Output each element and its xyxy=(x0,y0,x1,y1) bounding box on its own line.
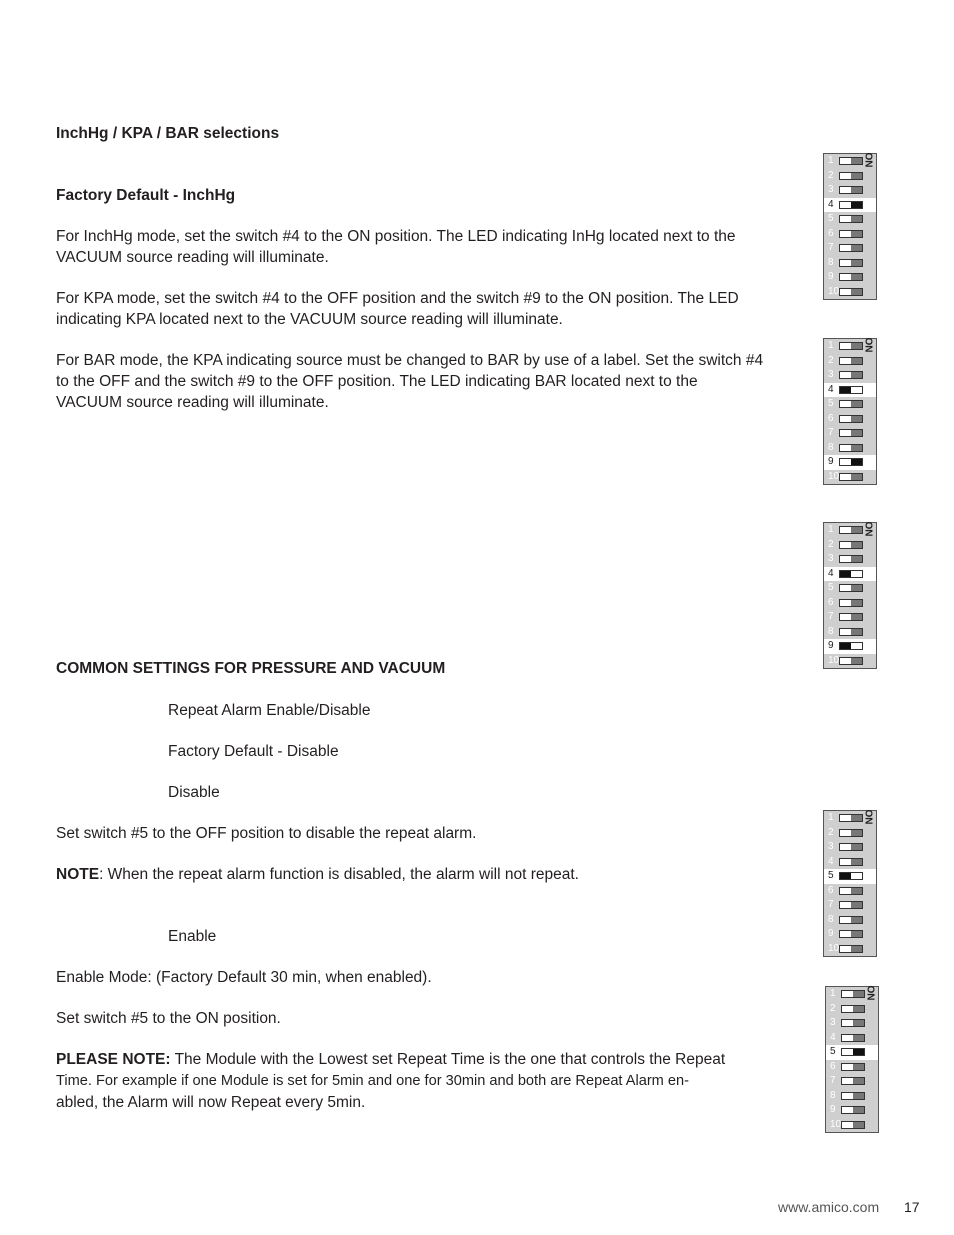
dip-row xyxy=(824,183,876,198)
dip-toggle xyxy=(839,386,863,394)
note-label: NOTE xyxy=(56,866,100,883)
dip-toggle xyxy=(841,1077,865,1085)
dip-row xyxy=(824,840,876,855)
factory-default-inchhg: Factory Default - InchHg xyxy=(56,187,236,204)
dip-switch-block-kpa xyxy=(823,338,877,485)
dip-row xyxy=(826,1118,878,1133)
dip-row xyxy=(824,639,876,654)
dip-toggle xyxy=(841,1019,865,1027)
dip-toggle xyxy=(839,613,863,621)
subheading-disable: Disable xyxy=(168,784,220,801)
dip-row-number: 2 xyxy=(828,354,834,366)
paragraph-disable: Set switch #5 to the OFF position to disable the repeat alarm. xyxy=(56,825,477,842)
dip-row xyxy=(824,552,876,567)
dip-toggle xyxy=(839,526,863,534)
dip-switch-block-enable xyxy=(825,986,879,1133)
dip-row xyxy=(824,811,876,826)
dip-toggle xyxy=(839,642,863,650)
dip-toggle xyxy=(841,1048,865,1056)
dip-toggle xyxy=(839,555,863,563)
dip-toggle xyxy=(839,887,863,895)
dip-row-number: 9 xyxy=(828,271,834,282)
dip-row xyxy=(824,169,876,184)
dip-toggle xyxy=(839,570,863,578)
dip-row-number: 1 xyxy=(830,988,836,999)
dip-toggle xyxy=(839,357,863,365)
dip-row-number: 8 xyxy=(828,913,834,925)
paragraph-bar: For BAR mode, the KPA indicating source must be changed to BAR by use of a label. Set the switch #4 to the OFF and the switch #9 to the OFF position. The LED indicating BAR located next to the VACUUM source reading will illuminate. xyxy=(56,352,764,411)
dip-toggle xyxy=(839,945,863,953)
dip-toggle xyxy=(841,990,865,998)
dip-row-number: 7 xyxy=(828,427,834,438)
dip-toggle xyxy=(839,829,863,837)
dip-row-number: 8 xyxy=(828,441,834,453)
dip-row-number: 1 xyxy=(828,155,834,166)
dip-row xyxy=(824,625,876,640)
dip-row-number: 3 xyxy=(828,369,834,380)
dip-toggle xyxy=(839,172,863,180)
dip-row-number: 5 xyxy=(830,1046,836,1057)
dip-row-number: 3 xyxy=(830,1017,836,1028)
dip-row-number: 7 xyxy=(830,1075,836,1086)
dip-row-number: 6 xyxy=(828,412,834,424)
dip-row-number: 5 xyxy=(828,213,834,224)
dip-row-number: 4 xyxy=(828,198,834,210)
dip-toggle xyxy=(839,599,863,607)
dip-toggle xyxy=(841,1092,865,1100)
dip-toggle xyxy=(839,843,863,851)
dip-row-number: 10 xyxy=(828,285,840,297)
dip-row xyxy=(824,198,876,213)
note-text: : When the repeat alarm function is disabled, the alarm will not repeat. xyxy=(99,866,579,883)
dip-on-label: ON xyxy=(862,337,874,353)
dip-row xyxy=(824,942,876,957)
dip-row xyxy=(824,927,876,942)
dip-toggle xyxy=(841,1005,865,1013)
dip-row xyxy=(824,256,876,271)
dip-row-number: 1 xyxy=(828,524,834,535)
dip-on-label: ON xyxy=(862,521,874,537)
dip-toggle xyxy=(839,916,863,924)
dip-toggle xyxy=(839,230,863,238)
please-note-text-2: Time. For example if one Module is set for 5min and one for 30min and both are Repeat Alarm en- xyxy=(56,1073,689,1089)
dip-row xyxy=(824,567,876,582)
dip-switch-block-disable xyxy=(823,810,877,957)
dip-toggle xyxy=(839,429,863,437)
dip-toggle xyxy=(839,584,863,592)
dip-row xyxy=(824,212,876,227)
dip-row-number: 10 xyxy=(830,1118,842,1130)
dip-toggle xyxy=(839,342,863,350)
dip-row xyxy=(824,397,876,412)
dip-row-number: 1 xyxy=(828,340,834,351)
dip-row xyxy=(824,581,876,596)
dip-row xyxy=(824,884,876,899)
dip-row-number: 6 xyxy=(830,1060,836,1072)
dip-on-label: ON xyxy=(864,985,876,1001)
dip-row xyxy=(824,898,876,913)
subheading-factory-default-disable: Factory Default - Disable xyxy=(168,743,339,760)
dip-row-number: 5 xyxy=(828,870,834,881)
dip-row xyxy=(826,1016,878,1031)
dip-row xyxy=(824,523,876,538)
dip-toggle xyxy=(839,541,863,549)
paragraph-enable-set: Set switch #5 to the ON position. xyxy=(56,1010,281,1027)
dip-toggle xyxy=(839,201,863,209)
dip-toggle xyxy=(839,215,863,223)
dip-row xyxy=(826,1074,878,1089)
dip-row xyxy=(824,241,876,256)
dip-row-number: 4 xyxy=(830,1031,836,1043)
dip-row-number: 6 xyxy=(828,884,834,896)
dip-row-number: 10 xyxy=(828,470,840,482)
dip-row xyxy=(826,1089,878,1104)
please-note-label: PLEASE NOTE: xyxy=(56,1051,171,1068)
dip-toggle xyxy=(839,872,863,880)
dip-toggle xyxy=(839,458,863,466)
note-paragraph xyxy=(56,864,766,885)
dip-toggle xyxy=(839,415,863,423)
dip-row-number: 9 xyxy=(828,456,834,467)
dip-on-label: ON xyxy=(862,809,874,825)
section-heading-common: COMMON SETTINGS FOR PRESSURE AND VACUUM xyxy=(56,660,446,677)
dip-row-number: 5 xyxy=(828,582,834,593)
dip-row xyxy=(824,426,876,441)
dip-row-number: 1 xyxy=(828,812,834,823)
dip-toggle xyxy=(841,1106,865,1114)
dip-toggle xyxy=(839,157,863,165)
dip-row xyxy=(826,1103,878,1118)
dip-row xyxy=(824,869,876,884)
dip-row xyxy=(824,339,876,354)
dip-row-number: 6 xyxy=(828,227,834,239)
dip-toggle xyxy=(839,473,863,481)
dip-toggle xyxy=(839,901,863,909)
dip-row xyxy=(824,383,876,398)
dip-row-number: 2 xyxy=(828,169,834,181)
dip-row-number: 4 xyxy=(828,855,834,867)
dip-row-number: 2 xyxy=(828,826,834,838)
dip-row xyxy=(824,368,876,383)
dip-row-number: 7 xyxy=(828,242,834,253)
dip-row xyxy=(824,441,876,456)
subheading-repeat-alarm: Repeat Alarm Enable/Disable xyxy=(168,702,371,719)
please-note-paragraph xyxy=(56,1049,766,1113)
dip-row xyxy=(824,826,876,841)
dip-row-number: 4 xyxy=(828,567,834,579)
dip-toggle xyxy=(839,930,863,938)
dip-row-number: 8 xyxy=(830,1089,836,1101)
dip-row-number: 7 xyxy=(828,899,834,910)
dip-toggle xyxy=(839,288,863,296)
dip-row-number: 5 xyxy=(828,398,834,409)
dip-row xyxy=(824,470,876,485)
paragraph-kpa: For KPA mode, set the switch #4 to the OFF position and the switch #9 to the ON position. The LED indicating KPA located next to the VACUUM source reading will illuminate. xyxy=(56,290,739,328)
dip-toggle xyxy=(839,657,863,665)
dip-row-number: 3 xyxy=(828,553,834,564)
dip-toggle xyxy=(841,1063,865,1071)
dip-row xyxy=(826,1031,878,1046)
dip-row-number: 7 xyxy=(828,611,834,622)
dip-toggle xyxy=(839,400,863,408)
paragraph-inchhg: For InchHg mode, set the switch #4 to the ON position. The LED indicating InHg located next to the VACUUM source reading will illuminate. xyxy=(56,228,736,266)
dip-row xyxy=(824,227,876,242)
dip-on-label: ON xyxy=(862,152,874,168)
dip-row-number: 8 xyxy=(828,625,834,637)
dip-row xyxy=(826,987,878,1002)
dip-row xyxy=(824,455,876,470)
dip-toggle xyxy=(839,858,863,866)
dip-row xyxy=(826,1045,878,1060)
dip-row xyxy=(824,354,876,369)
dip-row xyxy=(826,1060,878,1075)
please-note-text-3: abled, the Alarm will now Repeat every 5min. xyxy=(56,1094,366,1111)
dip-switch-block-bar xyxy=(823,522,877,669)
dip-toggle xyxy=(841,1034,865,1042)
dip-switch-block-inchhg xyxy=(823,153,877,300)
dip-row-number: 8 xyxy=(828,256,834,268)
section-heading-units: InchHg / KPA / BAR selections xyxy=(56,125,280,142)
dip-row-number: 3 xyxy=(828,841,834,852)
dip-row-number: 9 xyxy=(828,928,834,939)
dip-toggle xyxy=(839,814,863,822)
dip-row-number: 4 xyxy=(828,383,834,395)
paragraph-enable-mode: Enable Mode: (Factory Default 30 min, when enabled). xyxy=(56,969,432,986)
dip-toggle xyxy=(839,371,863,379)
please-note-text-1: The Module with the Lowest set Repeat Time is the one that controls the Repeat xyxy=(170,1051,726,1068)
dip-row xyxy=(824,412,876,427)
subheading-enable: Enable xyxy=(168,928,217,945)
dip-row xyxy=(824,610,876,625)
dip-row-number: 3 xyxy=(828,184,834,195)
dip-toggle xyxy=(841,1121,865,1129)
dip-row xyxy=(824,285,876,300)
dip-row xyxy=(824,913,876,928)
dip-row xyxy=(826,1002,878,1017)
dip-toggle xyxy=(839,244,863,252)
dip-toggle xyxy=(839,628,863,636)
dip-row xyxy=(824,654,876,669)
page-number: 17 xyxy=(904,1199,920,1215)
dip-row-number: 2 xyxy=(828,538,834,550)
dip-toggle xyxy=(839,273,863,281)
footer-url[interactable]: www.amico.com xyxy=(778,1199,880,1215)
dip-row xyxy=(824,596,876,611)
dip-row-number: 6 xyxy=(828,596,834,608)
dip-toggle xyxy=(839,444,863,452)
dip-row xyxy=(824,270,876,285)
dip-row xyxy=(824,538,876,553)
dip-row-number: 9 xyxy=(830,1104,836,1115)
dip-row-number: 2 xyxy=(830,1002,836,1014)
dip-toggle xyxy=(839,259,863,267)
dip-toggle xyxy=(839,186,863,194)
dip-row xyxy=(824,855,876,870)
dip-row-number: 10 xyxy=(828,654,840,666)
dip-row xyxy=(824,154,876,169)
dip-row-number: 10 xyxy=(828,942,840,954)
dip-row-number: 9 xyxy=(828,640,834,651)
